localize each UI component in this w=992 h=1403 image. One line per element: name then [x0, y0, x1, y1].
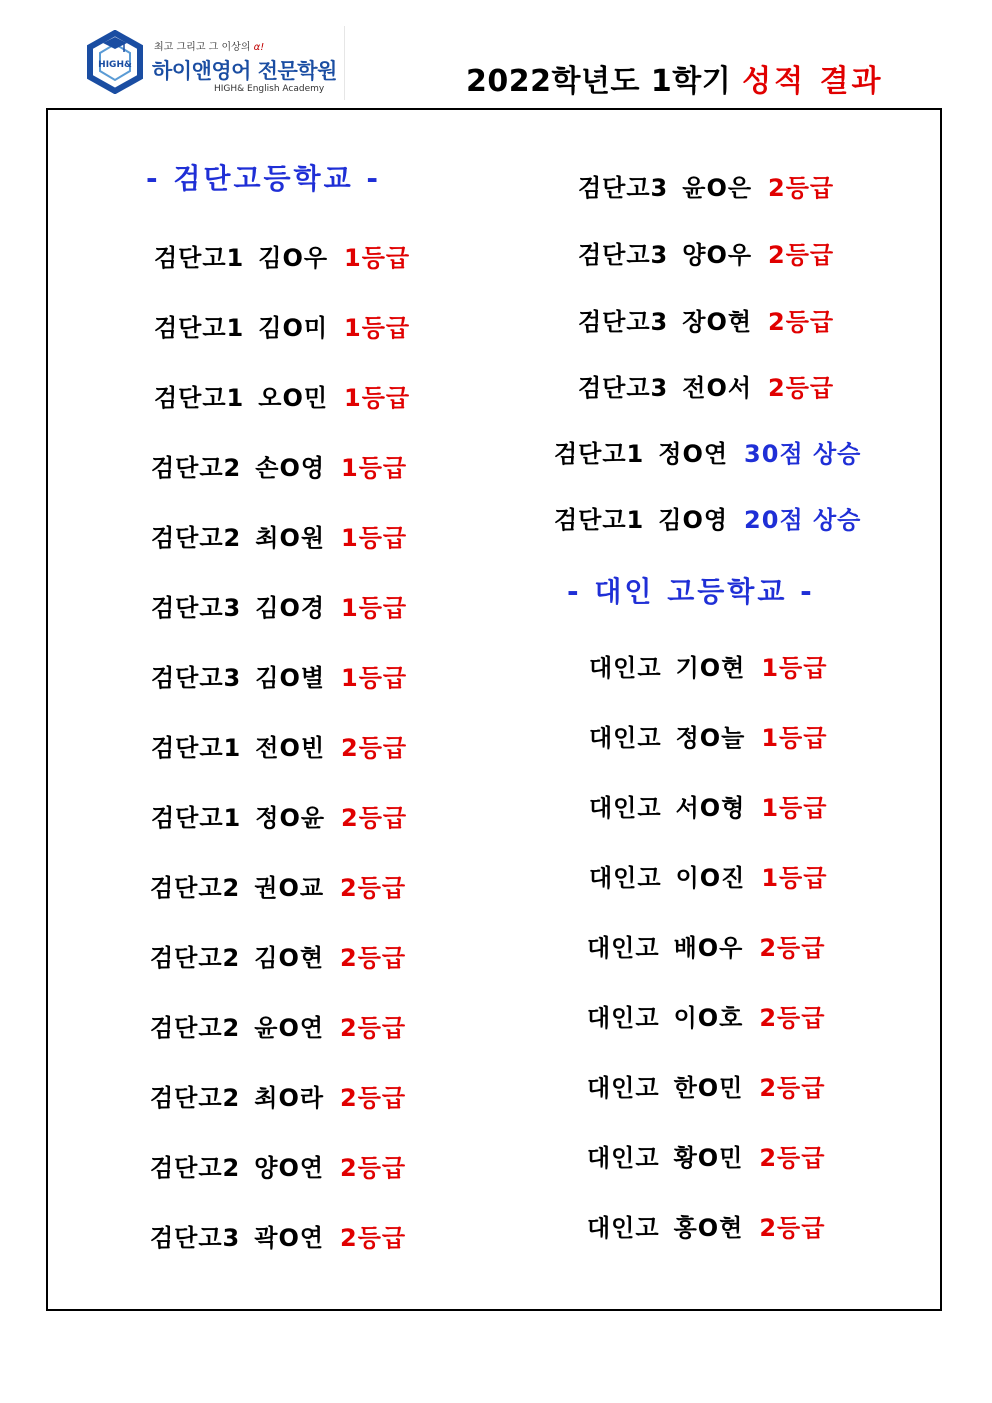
list-item: [587, 933, 825, 963]
logo-name: 하이앤영어 전문학원: [152, 59, 337, 83]
entry-result: 2등급: [340, 1014, 407, 1042]
entry-student-name: 곽O연: [254, 1224, 325, 1252]
entry-result: 2등급: [341, 734, 408, 762]
list-item: [589, 653, 827, 683]
list-item: [150, 1153, 406, 1183]
entry-student-name: 최O원: [255, 524, 326, 552]
list-item: [554, 439, 861, 469]
list-item: [151, 593, 407, 623]
document-title-main: 2022학년도 1학기: [466, 64, 732, 99]
entry-result: 2등급: [341, 804, 408, 832]
entry-student-name: 김O미: [258, 314, 329, 342]
entry-result: 1등급: [344, 244, 411, 272]
entry-student-name: 윤O은: [682, 174, 753, 202]
list-item: [151, 523, 407, 553]
entry-student-name: 기O현: [675, 654, 746, 682]
list-item: [587, 1213, 825, 1243]
entry-result: 1등급: [341, 524, 408, 552]
entry-result: 2등급: [768, 308, 835, 336]
entry-student-name: 이O호: [673, 1004, 744, 1032]
entry-result: 1등급: [344, 384, 411, 412]
page-header: [0, 0, 992, 108]
entry-result: 1등급: [341, 594, 408, 622]
entry-result: 2등급: [768, 374, 835, 402]
entry-school: 검단고1: [554, 440, 645, 468]
entry-student-name: 김O별: [255, 664, 326, 692]
entry-student-name: 정O윤: [255, 804, 326, 832]
entry-result: 30점 상승: [744, 440, 862, 468]
entry-school: 검단고3: [578, 174, 669, 202]
entry-school: 대인고: [587, 1214, 660, 1242]
entry-school: 검단고1: [151, 734, 242, 762]
entry-school: 대인고: [587, 1004, 660, 1032]
entry-student-name: 양O연: [254, 1154, 325, 1182]
logo-tagline-alpha: α!: [253, 42, 265, 53]
logo-tagline-text: 최고 그리고 그 이상의: [154, 42, 251, 53]
entry-student-name: 정O늘: [675, 724, 746, 752]
entry-student-name: 권O교: [254, 874, 325, 902]
list-item: [589, 723, 827, 753]
entry-school: 검단고1: [154, 384, 245, 412]
entry-school: 검단고3: [578, 308, 669, 336]
academy-logo: [82, 26, 345, 100]
entry-result: 2등급: [768, 241, 835, 269]
entry-result: 2등급: [340, 1084, 407, 1112]
list-item: [578, 307, 834, 337]
list-item: [154, 383, 410, 413]
section-heading-daein: - 대인 고등학교 -: [567, 575, 815, 608]
entry-student-name: 정O연: [658, 440, 729, 468]
entry-school: 검단고2: [150, 944, 241, 972]
entry-school: 검단고3: [578, 374, 669, 402]
entry-student-name: 김O현: [254, 944, 325, 972]
entry-school: 검단고1: [154, 314, 245, 342]
entry-student-name: 전O서: [682, 374, 753, 402]
entry-school: 검단고1: [154, 244, 245, 272]
entry-school: 검단고3: [578, 241, 669, 269]
section-heading-geomdan: - 검단고등학교 -: [146, 162, 382, 195]
entry-school: 대인고: [589, 794, 662, 822]
entry-student-name: 배O우: [673, 934, 744, 962]
entry-school: 대인고: [589, 654, 662, 682]
logo-hex-text: HIGH&: [98, 60, 132, 70]
entry-result: 1등급: [761, 794, 828, 822]
entry-student-name: 황O민: [673, 1144, 744, 1172]
entry-result: 1등급: [761, 864, 828, 892]
entry-student-name: 손O영: [255, 454, 326, 482]
entry-result: 2등급: [340, 944, 407, 972]
list-item: [587, 1143, 825, 1173]
hexagon-logo-icon: [86, 30, 144, 94]
list-item: [578, 240, 834, 270]
entry-student-name: 윤O연: [254, 1014, 325, 1042]
entry-result: 2등급: [759, 1144, 826, 1172]
entry-result: 2등급: [340, 1224, 407, 1252]
list-item: [587, 1073, 825, 1103]
entry-school: 대인고: [587, 934, 660, 962]
entry-student-name: 최O라: [254, 1084, 325, 1112]
entry-student-name: 서O형: [675, 794, 746, 822]
list-item: [150, 943, 406, 973]
list-item: [150, 1223, 406, 1253]
entry-student-name: 김O영: [658, 506, 729, 534]
entry-result: 2등급: [759, 1004, 826, 1032]
list-item: [554, 505, 861, 535]
list-item: [151, 733, 407, 763]
list-item: [154, 243, 410, 273]
entry-school: 대인고: [589, 864, 662, 892]
logo-subtitle: HIGH& English Academy: [214, 84, 325, 94]
entry-school: 대인고: [587, 1074, 660, 1102]
entry-student-name: 홍O현: [673, 1214, 744, 1242]
entry-school: 검단고1: [151, 804, 242, 832]
list-item: [589, 793, 827, 823]
entry-school: 검단고2: [150, 874, 241, 902]
entry-result: 2등급: [340, 1154, 407, 1182]
entry-student-name: 한O민: [673, 1074, 744, 1102]
entry-school: 검단고2: [150, 1014, 241, 1042]
entry-school: 검단고2: [150, 1154, 241, 1182]
entry-result: 2등급: [759, 1074, 826, 1102]
list-item: [578, 373, 834, 403]
results-frame: [46, 108, 942, 1311]
entry-result: 1등급: [761, 724, 828, 752]
entry-result: 2등급: [759, 1214, 826, 1242]
list-item: [150, 1013, 406, 1043]
document-title: [466, 56, 884, 100]
entry-school: 검단고3: [150, 1224, 241, 1252]
entry-result: 1등급: [341, 454, 408, 482]
list-item: [151, 663, 407, 693]
entry-school: 대인고: [589, 724, 662, 752]
entry-school: 검단고2: [151, 454, 242, 482]
entry-result: 1등급: [341, 664, 408, 692]
entry-school: 대인고: [587, 1144, 660, 1172]
list-item: [150, 873, 406, 903]
entry-school: 검단고3: [151, 594, 242, 622]
document-title-accent: 성적 결과: [742, 64, 884, 99]
entry-school: 검단고3: [151, 664, 242, 692]
entry-student-name: 양O우: [682, 241, 753, 269]
list-item: [154, 313, 410, 343]
entry-result: 1등급: [761, 654, 828, 682]
entry-student-name: 이O진: [675, 864, 746, 892]
entry-result: 1등급: [344, 314, 411, 342]
entry-school: 검단고2: [150, 1084, 241, 1112]
entry-student-name: 전O빈: [255, 734, 326, 762]
logo-tagline: [154, 38, 264, 53]
list-item: [589, 863, 827, 893]
list-item: [151, 803, 407, 833]
entry-student-name: 장O현: [682, 308, 753, 336]
list-item: [587, 1003, 825, 1033]
entry-result: 20점 상승: [744, 506, 862, 534]
list-item: [151, 453, 407, 483]
entry-result: 2등급: [340, 874, 407, 902]
entry-school: 검단고1: [554, 506, 645, 534]
list-item: [578, 173, 834, 203]
entry-result: 2등급: [768, 174, 835, 202]
entry-student-name: 김O우: [258, 244, 329, 272]
entry-result: 2등급: [759, 934, 826, 962]
entry-school: 검단고2: [151, 524, 242, 552]
list-item: [150, 1083, 406, 1113]
entry-student-name: 김O경: [255, 594, 326, 622]
entry-student-name: 오O민: [258, 384, 329, 412]
